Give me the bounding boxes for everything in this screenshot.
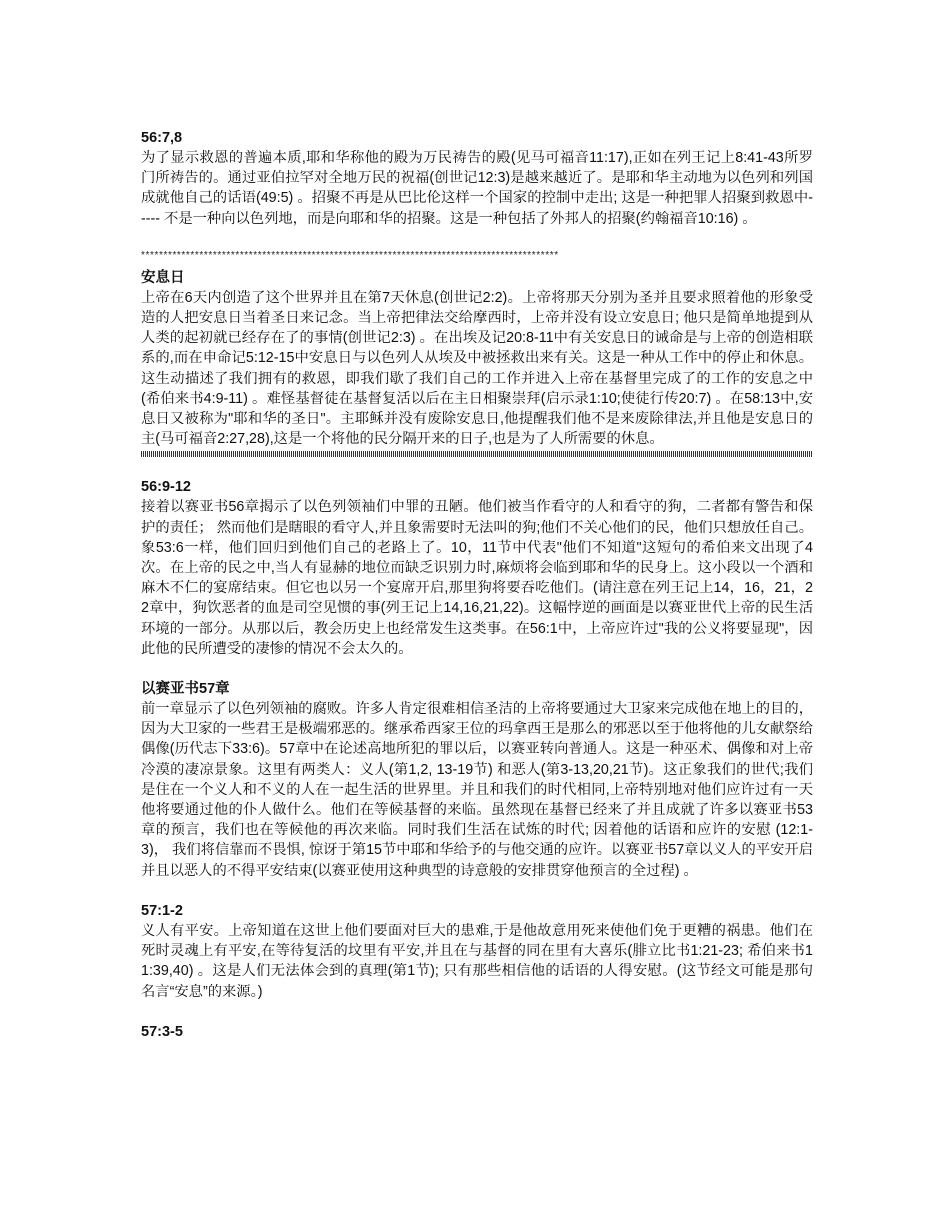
section-heading: 安息日 xyxy=(141,269,185,286)
section-57-1-2 xyxy=(141,901,813,1002)
section-heading: 56:7,8 xyxy=(141,130,183,146)
section-sabbath xyxy=(141,250,813,458)
section-body: 为了显示救恩的普遍本质,耶和华称他的殿为万民祷告的殿(见马可福音11:17),正如在列王记上8:41-43所罗门所祷告的。通过亚伯拉罕对全地万民的祝福(创世记12:3)是越来越近了。是耶和华主动地为以色列和列国成就他自己的话语(49:5) 。招聚不再是从巴比伦这样一个国家的控制中走出; 这是一种把罪人招聚到救恩中----- 不是一种向以色列地，而是向耶和华的招聚。这是一种包括了外邦人的招聚(约翰福音10:16) 。 xyxy=(141,150,813,227)
section-56-9-12 xyxy=(141,477,813,659)
section-body: 义人有平安。上帝知道在这世上他们要面对巨大的患难,于是他故意用死来使他们免于更糟的祸患。他们在死时灵魂上有平安,在等待复活的坟里有平安,并且在与基督的同在里有大喜乐(腓立比书1:21-23; 希伯来书11:39,40) 。这是人们无法体会到的真理(第1节); 只有那些相信他的话语的人得安慰。(这节经文可能是那句名言“安息”的来源。) xyxy=(141,922,813,1000)
section-body: 前一章显示了以色列领袖的腐败。许多人肯定很难相信圣洁的上帝将要通过大卫家来完成他在地上的目的，因为大卫家的一些君王是极端邪恶的。继承希西家王位的玛拿西王是那么的邪恶以至于他将他的儿女献祭给偶像(历代志下33:6)。57章中在论述高地所犯的罪以后，以赛亚转向普通人。这是一种巫术、偶像和对上帝冷漠的凄凉景象。这里有两类人：义人(第1,2, 13-19节) 和恶人(第3-13,20,21节)。这正象我们的世代;我们是住在一个义人和不义的人在一起生活的世界里。并且和我们的时代相同,上帝特别地对他们应许过有一天他将要通过他的仆人做什么。他们在等候基督的来临。虽然现在基督已经来了并且成就了许多以赛亚书53章的预言，我们也在等候他的再次来临。同时我们生活在试炼的时代; 因着他的话语和应许的安慰 (12:1-3)， 我们将信靠而不畏惧, 惊讶于第15节中耶和华给予的与他交通的应许。以赛亚书57章以义人的平安开启并且以恶人的不得平安结束(以赛亚使用这种典型的诗意般的安排贯穿他预言的全过程) 。 xyxy=(141,701,813,879)
section-heading: 57:1-2 xyxy=(141,902,183,919)
section-heading: 以赛亚书57章 xyxy=(141,681,230,698)
section-56-7-8 xyxy=(141,128,813,229)
section-heading: 56:9-12 xyxy=(141,479,191,496)
section-body: 接着以赛亚书56章揭示了以色列领袖们中罪的丑陋。他们被当作看守的人和看守的狗，二者都有警告和保护的责任； 然而他们是瞎眼的看守人,并且象需要时无法叫的狗;他们不关心他们的民，他们只想放任自己。象53:6一样，他们回归到他们自己的老路上了。10，11节中代表"他们不知道"这短句的希伯来文出现了4次。在上帝的民之中,当人有显赫的地位而缺乏识别力时,麻烦将会临到耶和华的民身上。这小段以一个酒和麻木不仁的宴席结束。但它也以另一个宴席开启,那里狗将要吞吃他们。(请注意在列王记上14，16，21，22章中，狗饮恶者的血是司空见惯的事(列王记上14,16,21,22)。这幅悖逆的画面是以赛亚世代上帝的民生活环境的一部分。从那以后，教会历史上也经常发生这类事。在56:1中，上帝应许过"我的公义将要显现"，因此他的民所遭受的凄惨的情况不会太久的。 xyxy=(141,499,813,657)
section-isaiah-57 xyxy=(141,679,813,881)
document-page xyxy=(141,128,813,1042)
section-57-3-5 xyxy=(141,1022,813,1042)
section-body: 上帝在6天内创造了这个世界并且在第7天休息(创世记2:2)。上帝将那天分别为圣并且要求照着他的形象受造的人把安息日当着圣日来记念。当上帝把律法交给摩西时，上帝并没有设立安息日; 他只是简单地提到从人类的起初就已经存在了的事情(创世记2:3) 。在出埃及记20:8-11中有关安息日的诫命是与上帝的创造相联系的,而在申命记5:12-15中安息日与以色列人从埃及中被拯救出来有关。这是一种从工作中的停止和休息。这生动描述了我们拥有的救恩，即我们歇了我们自己的工作并进入上帝在基督里完成了的工作的安息之中 (希伯来书4:9-11) 。难怪基督徒在基督复活以后在主日相聚崇拜(启示录1:10;使徒行传20:7) 。在58:13中,安息日又被称为"耶和华的圣日"。主耶稣并没有废除安息日,他提醒我们他不是来废除律法,并且他是安息日的主(马可福音2:27,28),这是一个将他的民分隔开来的日子,也是为了人所需要的休息。 xyxy=(141,289,813,448)
section-heading: 57:3-5 xyxy=(141,1023,183,1040)
star-separator: ********************************************************************************************* xyxy=(141,249,559,261)
